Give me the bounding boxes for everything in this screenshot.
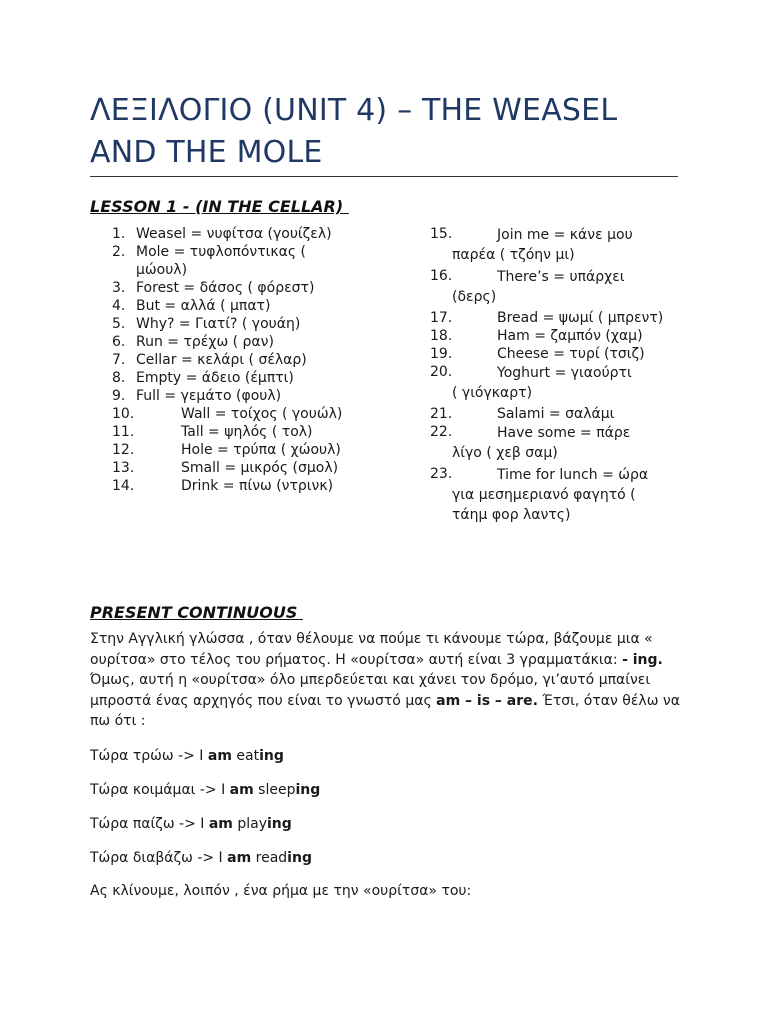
vocab-item: 18. Ham = ζαμπόν (χαμ): [430, 328, 643, 344]
example-sentence: Τώρα παίζω -> I am playing: [90, 816, 292, 832]
title-underline-rule: [90, 176, 678, 177]
page-title: ΛΕΞΙΛΟΓΙΟ (UNIT 4) – THE WEASEL AND THE MOLE: [90, 93, 618, 170]
vocab-item: 6. Run = τρέχω ( ραν): [112, 334, 274, 350]
vocab-item: 23. Time for lunch = ώρα για μεσημεριανό φαγητό ( τάημ φορ λαντς): [430, 466, 649, 523]
vocab-item: 9. Full = γεμάτο (φουλ): [112, 388, 282, 404]
vocab-item: 20. Yoghurt = γιαούρτι ( γιόγκαρτ): [430, 364, 632, 401]
vocab-item: 11. Tall = ψηλός ( τολ): [112, 424, 313, 440]
vocab-item: 8. Empty = άδειο (έμπτι): [112, 370, 294, 386]
vocab-item: 15. Join me = κάνε μου παρέα ( τζόην μι): [430, 226, 633, 263]
vocab-item: 3. Forest = δάσος ( φόρεστ): [112, 280, 315, 296]
vocab-item: 1. Weasel = νυφίτσα (γουίζελ): [112, 226, 332, 242]
vocab-item: 16. There’s = υπάρχει (δερς): [430, 268, 625, 305]
vocab-item: 17. Bread = ψωμί ( μπρεντ): [430, 310, 664, 326]
vocab-list-left: [112, 225, 412, 495]
example-sentence: Τώρα τρώω -> I am eating: [90, 748, 284, 764]
conjugation-intro: Ας κλίνουμε, λοιπόν , ένα ρήμα με την «ουρίτσα» του:: [90, 883, 472, 899]
vocab-item: 4. But = αλλά ( μπατ): [112, 298, 271, 314]
vocab-item: 7. Cellar = κελάρι ( σέλαρ): [112, 352, 307, 368]
example-sentence: Τώρα διαβάζω -> I am reading: [90, 850, 312, 866]
present-continuous-heading: PRESENT CONTINUOUS: [90, 603, 303, 622]
present-continuous-intro: Στην Αγγλική γλώσσα , όταν θέλουμε να πούμε τι κάνουμε τώρα, βάζουμε μια « ουρίτσα» στο τέλος του ρήματος. Η «ουρίτσα» αυτή είναι 3 γραμματάκια: - ing. Όμως, αυτή η «ουρίτσα» όλο μπερδεύεται και χάνει τον δρόμο, γι’αυτό μπαίνει μπροστά ένας αρχηγός που είναι το γνωστό μας am – is – are. Έτσι, όταν θέλω να πω ότι :: [90, 631, 680, 729]
vocab-item: 13. Small = μικρός (σμολ): [112, 460, 339, 476]
vocab-item: 21. Salami = σαλάμι: [430, 406, 615, 422]
vocab-item: 14. Drink = πίνω (ντρινκ): [112, 478, 334, 494]
lesson-heading: LESSON 1 - (IN THE CELLAR): [90, 197, 349, 216]
vocab-list-right: [430, 225, 690, 525]
vocab-item: 2. Mole = τυφλοπόντικας ( μώουλ): [112, 244, 306, 278]
vocab-item: 19. Cheese = τυρί (τσιζ): [430, 346, 645, 362]
example-sentence: Τώρα κοιμάμαι -> I am sleeping: [90, 782, 321, 798]
vocab-item: 22. Have some = πάρε λίγο ( χεβ σαμ): [430, 424, 631, 461]
vocab-item: 12. Hole = τρύπα ( χώουλ): [112, 442, 341, 458]
vocab-item: 5. Why? = Γιατί? ( γουάη): [112, 316, 301, 332]
vocab-item: 10. Wall = τοίχος ( γουώλ): [112, 406, 343, 422]
